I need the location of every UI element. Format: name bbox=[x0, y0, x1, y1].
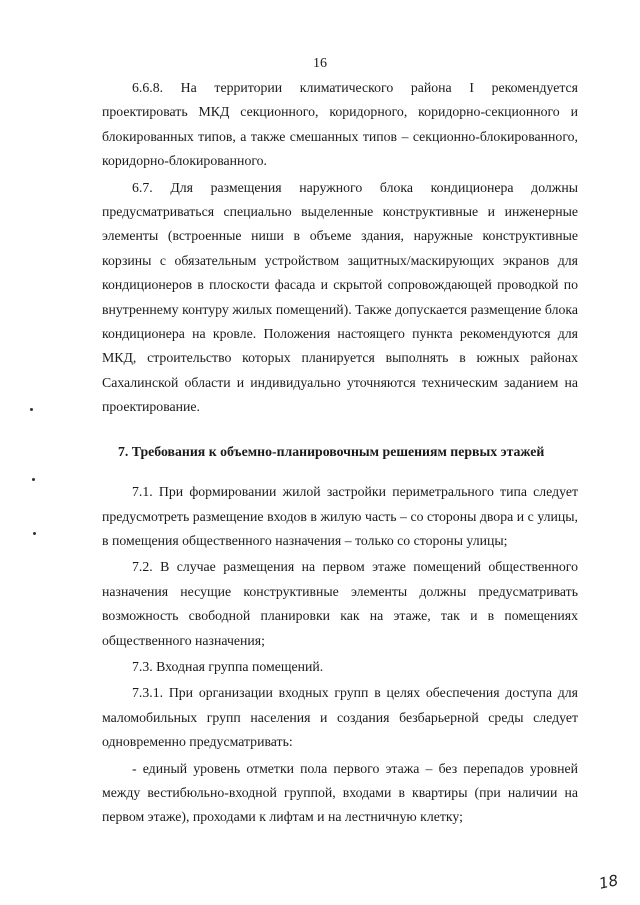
paragraph-7-3: 7.3. Входная группа помещений. bbox=[132, 658, 324, 674]
paragraph-7-1: 7.1. При формировании жилой застройки периметрального типа следует предусмотреть размещение входов в жилую часть – со стороны двора и с улицы, в помещения общественного назначения – только со стороны улицы; bbox=[102, 484, 578, 548]
paragraph-6-7: 6.7. Для размещения наружного блока кондиционера должны предусматриваться специально выделенные конструктивные и инженерные элементы (встроенные ниши в объеме здания, наружные конструктивные корзины с обязательным устройством защитных/маскирующих экранов для кондиционеров в плоскости фасада и скрытой сопровождающей проводкой по внутреннему контуру жилых помещений). Также допускается размещение блока кондиционера на кровле. Положения настоящего пункта рекомендуются для МКД, строительство которых планируется выполнять в южных районах Сахалинской области и индивидуально уточняются техническим заданием на проектирование. bbox=[102, 179, 578, 415]
scan-speck bbox=[30, 408, 33, 411]
scan-speck bbox=[32, 478, 35, 481]
scan-speck bbox=[33, 532, 36, 535]
handwritten-page-mark: 18 bbox=[597, 871, 620, 893]
document-body bbox=[102, 76, 578, 830]
page-number: 16 bbox=[313, 56, 327, 71]
paragraph-7-3-1: 7.3.1. При организации входных групп в целях обеспечения доступа для маломобильных групп населения и создания безбарьерной среды следует одновременно предусматривать: bbox=[102, 685, 578, 750]
section-heading-7: 7. Требования к объемно-планировочным решениям первых этажей bbox=[118, 443, 545, 459]
paragraph-7-2: 7.2. В случае размещения на первом этаже помещений общественного назначения несущие конструктивные элементы должны предусматривать возможность свободной планировки как на этаже, так и в помещениях общественного назначения; bbox=[102, 559, 578, 648]
paragraph-list-item: - единый уровень отметки пола первого этажа – без перепадов уровней между вестибюльно-входной группой, входами в квартиры (при наличии на первом этаже), проходами к лифтам и на лестничную клетку; bbox=[102, 760, 578, 825]
paragraph-6-6-8: 6.6.8. На территории климатического района I рекомендуется проектировать МКД секционного, коридорного, коридорно-секционного и блокированных типов, а также смешанных типов – секционно-блокированного, коридорно-блокированного. bbox=[102, 80, 578, 169]
